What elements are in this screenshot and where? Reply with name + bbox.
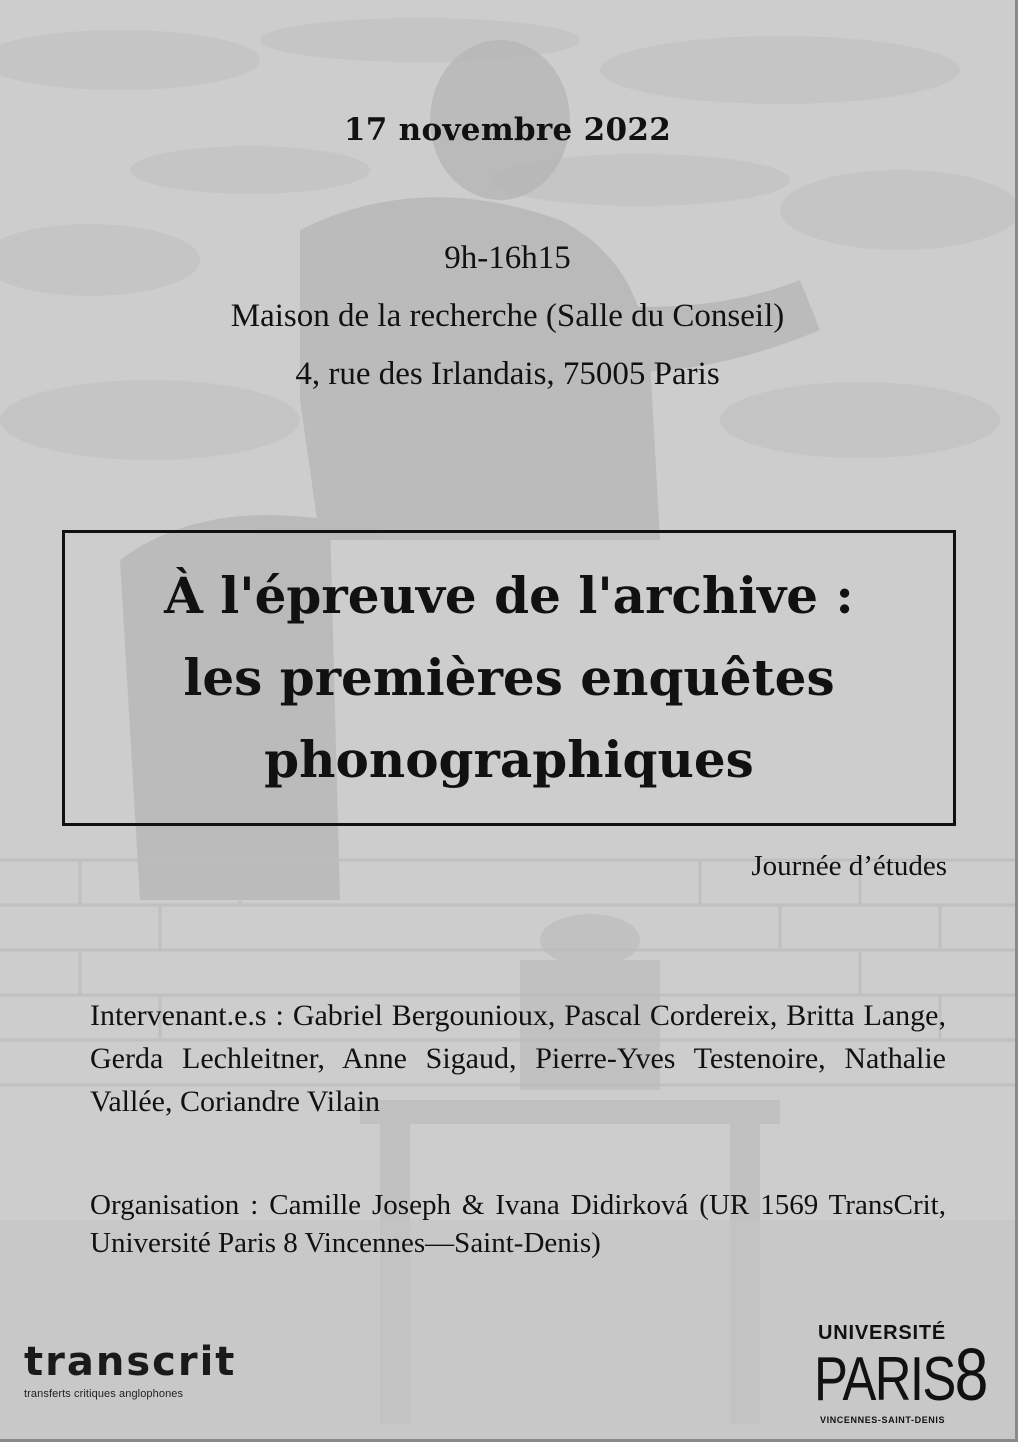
- paris8-logo-number: 8: [954, 1333, 989, 1416]
- speakers-list: Intervenant.e.s : Gabriel Bergounioux, Pascal Cordereix, Britta Lange, Gerda Lechleitner, Anne Sigaud, Pierre-Yves Testenoire, Nathalie Vallée, Coriandre Vilain: [90, 999, 946, 1118]
- title-box: [62, 530, 956, 826]
- title-line-1: À l'épreuve de l'archive :: [164, 566, 854, 625]
- title-line-2: les premières enquêtes: [183, 648, 835, 707]
- paris8-logo: [814, 1322, 1004, 1425]
- paris8-logo-universite: UNIVERSITÉ: [818, 1322, 947, 1344]
- event-date: 17 novembre 2022: [343, 112, 672, 148]
- paris8-logo-paris: PARIS: [814, 1345, 955, 1414]
- event-venue: Maison de la recherche (Salle du Conseil): [230, 298, 785, 334]
- title-line-3: phonographiques: [264, 730, 754, 789]
- organisation-credits: Organisation : Camille Joseph & Ivana Didirková (UR 1569 TransCrit, Université Paris 8 Vincennes—Saint-Denis): [90, 1189, 946, 1259]
- event-time: 9h-16h15: [444, 240, 571, 276]
- transcrit-logo-wordmark: transcrit: [24, 1339, 237, 1385]
- transcrit-logo: [24, 1339, 237, 1400]
- event-subtitle: Journée d’études: [751, 850, 947, 882]
- paris8-logo-location: VINCENNES-SAINT-DENIS: [820, 1415, 946, 1425]
- transcrit-logo-tagline: transferts critiques anglophones: [24, 1388, 184, 1400]
- event-address: 4, rue des Irlandais, 75005 Paris: [295, 356, 720, 392]
